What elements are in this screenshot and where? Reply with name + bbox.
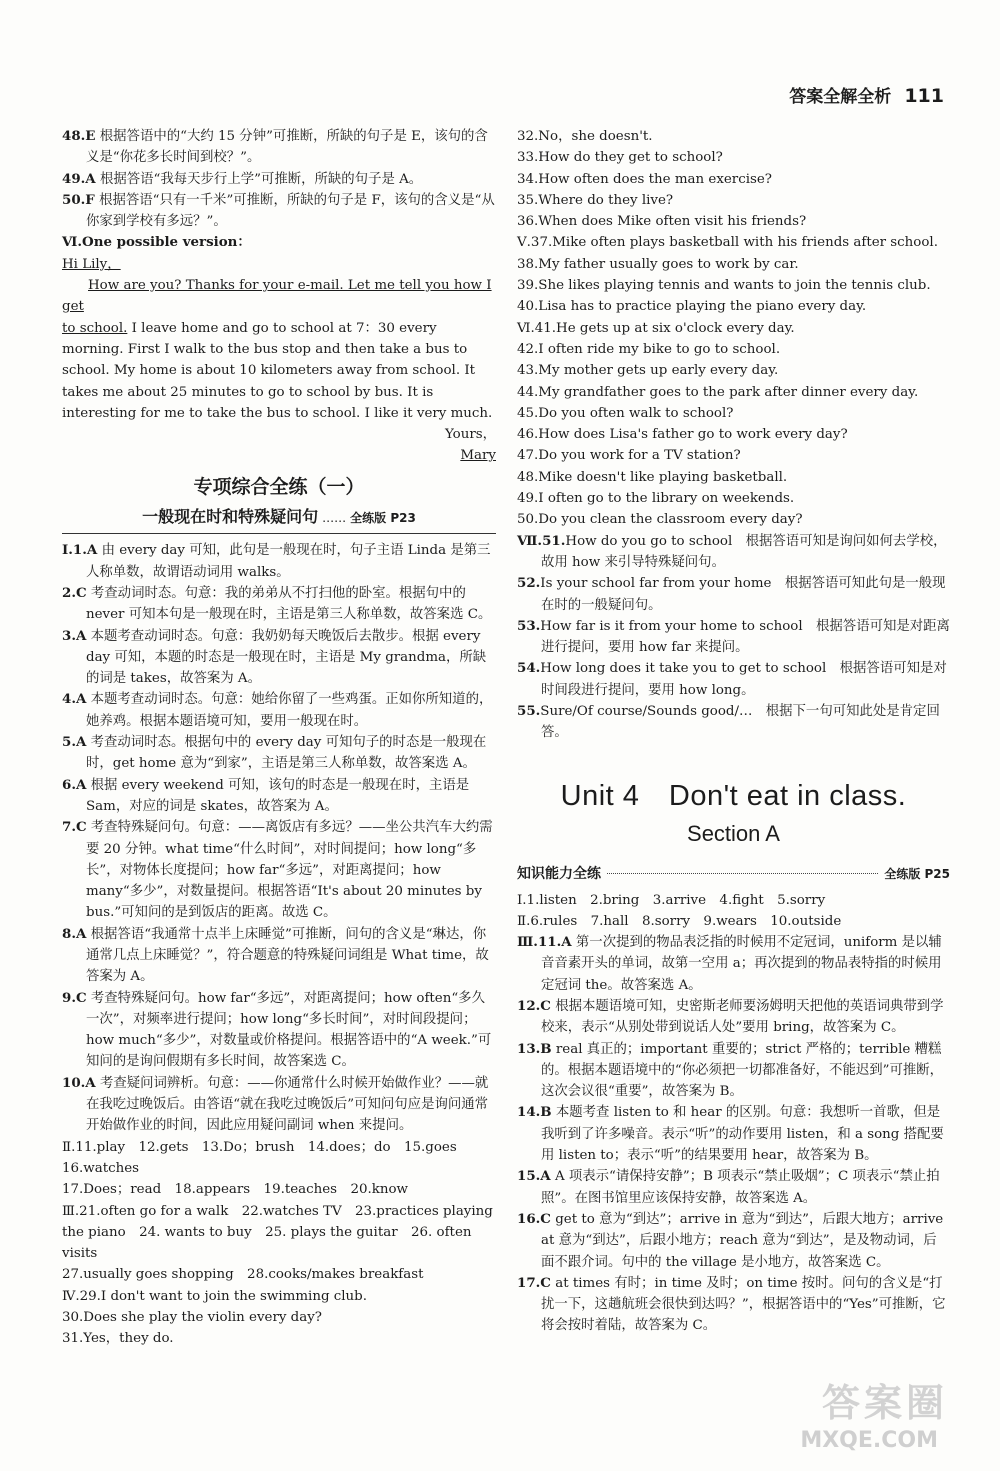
answer-line: 34.How often does the man exercise? (517, 171, 772, 187)
answer-line: 38.My father usually goes to work by car. (517, 256, 799, 272)
answer-item: 53.How far is it from your home to school 根据答语可知是对距离进行提问，要用 how far 来提问。 (517, 617, 950, 656)
essay-signature: Mary (460, 448, 496, 464)
answer-line: 39.She likes playing tennis and wants to join the tennis club. (517, 278, 931, 294)
running-title: 答案全解全析 (789, 87, 892, 107)
answer-item: 54.How long does it take you to get to school 根据答语可知是对时间段进行提问，要用 how long。 (517, 660, 947, 698)
answer-line: 48.Mike doesn't like playing basketball. (517, 469, 788, 485)
watermark-logo: 答案圈 (821, 1381, 948, 1425)
answer-item: 50.F 根据答语“只有一千米”可推断，所缺的句子是 F，该句的含义是“从你家到学校有多远？”。 (62, 191, 495, 230)
page-header (789, 82, 944, 107)
answer-item: 49.A 根据答语“我每天步行上学”可推断，所缺的句子是 A。 (62, 170, 423, 187)
answer-item: Ⅰ.1.A 由 every day 可知，此句是一般现在时，句子主语 Linda 是第三人称单数，故谓语动词用 walks。 (62, 542, 491, 580)
answer-line: 40.Lisa has to practice playing the piano every day. (517, 299, 867, 315)
answer-line: 32.No，she doesn't. (517, 129, 653, 144)
answer-line: 17.Does；read 18.appears 19.teaches 20.know (62, 1182, 408, 1198)
answer-item: 7.C 考查特殊疑问句。句意：——离饭店有多远？——坐公共汽车大约需要 20 分钟。what time“什么时间”，对时间提问；how long“多长”，对物体长度提问；how far“多远”，对距离提问；how many“多少”，对数量提问。根据答语“It's about 20 minutes by bus.”可知问的是到饭店的距离。故选 C。 (62, 819, 493, 921)
answer-item: Ⅶ.51.How do you go to school 根据答语可知是询问如何去学校，故用 how 来引导特殊疑问句。 (517, 532, 947, 570)
answer-item: 15.A A 项表示“请保持安静”；B 项表示“禁止吸烟”；C 项表示“禁止拍照”。在图书馆里应该保持安静，故答案选 A。 (517, 1168, 940, 1206)
answer-item: 17.C at times 有时；in time 及时；on time 按时。问句的含义是“打扰一下，这趟航班会很快到达吗？”，根据答语中的“Yes”可推断，它将会按时着陆，故答案为 C。 (517, 1274, 946, 1334)
answer-item: 10.A 考查疑问词辨析。句意：——你通常什么时候开始做作业？——就在我吃过晚饭后。由答语“就在我吃过晚饭后”可知问句应是询问通常开始做作业的时间，因此应用疑问副词 when 来提问。 (62, 1074, 489, 1134)
watermark (760, 1375, 960, 1455)
essay-greeting: Hi Lily， (62, 256, 121, 272)
answer-item: 12.C 根据本题语境可知，史密斯老师要汤姆明天把他的英语词典带到学校来，表示“从别处带到说话人处”要用 bring，故答案为 C。 (517, 997, 944, 1036)
answer-line: Ⅲ.21.often go for a walk 22.watches TV 23.practices playing the piano 24. wants to buy 25. plays the guitar 26. often visits (62, 1203, 493, 1262)
answer-line: Ⅱ.11.play 12.gets 13.Do；brush 14.does；do 15.goes 16.watches (62, 1139, 471, 1176)
answer-item: 14.B 本题考查 listen to 和 hear 的区别。句意：我想听一首歌，但是我听到了许多噪音。表示“听”的动作要用 listen，和 a song 搭配要用 listen to；表示“听”的结果要用 hear，故答案为 B。 (517, 1104, 944, 1164)
answer-item: 2.C 考查动词时态。句意：我的弟弟从不打扫他的卧室。根据句中的 never 可知本句是一般现在时，主语是第三人称单数，故答案选 C。 (62, 584, 492, 623)
answer-line: 50.Do you clean the classroom every day? (517, 512, 803, 528)
page-number: 111 (904, 85, 944, 107)
answer-line: 46.How does Lisa's father go to work every day? (517, 427, 848, 443)
answer-line: 49.I often go to the library on weekends. (517, 491, 795, 507)
answer-line: 47.Do you work for a TV station? (517, 448, 741, 464)
divider (62, 533, 496, 534)
unit-title: Unit 4 Don't eat in class. (560, 779, 907, 812)
answer-item: 6.A 根据 every weekend 可知，该句的时态是一般现在时，主语是 Sam，对应的词是 skates，故答案为 A。 (62, 776, 470, 814)
essay-label: Ⅵ.One possible version： (62, 234, 251, 251)
answer-item: 8.A 根据答语“我通常十点半上床睡觉”可推断，问句的含义是“琳达，你通常几点上床睡觉？”，符合题意的特殊疑问词组是 What time，故答案为 A。 (62, 925, 489, 985)
essay-line: How are you? Thanks for your e-mail. Let me tell you how I get (62, 278, 492, 315)
section-title: 专项综合全练（一） (193, 475, 365, 498)
answer-line: Ⅱ.6.rules 7.hall 8.sorry 9.wears 10.outside (517, 913, 842, 929)
answer-item: 3.A 本题考查动词时态。句意：我奶奶每天晚饭后去散步。根据 every day 可知，本题的时态是一般现在时，主语是 My grandma，所缺的词是 takes，故答案为 A。 (62, 627, 487, 687)
answer-item: 52.Is your school far from your home 根据答语可知此句是一般现在时的一般疑问句。 (517, 575, 946, 613)
practice-bar: 知识能力全练 全练版 P25 (517, 866, 950, 883)
answer-item: 55.Sure/Of course/Sounds good/… 根据下一句可知此处是肯定回答。 (517, 703, 940, 741)
answer-line: Ⅵ.41.He gets up at six o'clock every day. (517, 320, 795, 336)
answer-item: 9.C 考查特殊疑问句。how far“多远”，对距离提问；how often“多久一次”，对频率进行提问；how long“多长时间”，对时间段提问；how much“多少”，对数量或价格提问。根据答语中的“A week.”可知问的是询问假期有多长时间，故答案选 C。 (62, 989, 492, 1070)
answer-item: 16.C get to 意为“到达”；arrive in 意为“到达”，后跟大地方；arrive at 意为“到达”，后跟小地方；reach 意为“到达”，是及物动词，后面不跟介词。句中的 the village 是小地方，故答案选 C。 (517, 1210, 944, 1270)
answer-line: Ⅰ.1.listen 2.bring 3.arrive 4.fight 5.sorry (517, 892, 826, 908)
answer-item: 5.A 考查动词时态。根据句中的 every day 可知句子的时态是一般现在时，get home 意为“到家”，主语是第三人称单数，故答案选 A。 (62, 734, 487, 772)
answer-line: 35.Where do they live? (517, 192, 674, 208)
answer-line: 44.My grandfather goes to the park after dinner every day. (517, 384, 919, 400)
answer-item: 13.B real 真正的；important 重要的；strict 严格的；terrible 糟糕的。根据本题语境中的“你必须把一切都准备好，不能迟到”可推断，这次会议很“重要”，故答案为 B。 (517, 1040, 944, 1100)
answer-item: Ⅲ.11.A 第一次提到的物品表泛指的时候用不定冠词，uniform 是以辅音音素开头的单词，故第一空用 a；再次提到的物品表特指的时候用定冠词 the。故答案选 A。 (517, 934, 942, 993)
answer-line: 36.When does Mike often visit his friends? (517, 214, 807, 230)
left-column (62, 126, 496, 1350)
answer-line: 45.Do you often walk to school? (517, 405, 734, 421)
section-subtitle: 一般现在时和特殊疑问句 …… 全练版 P23 (142, 507, 416, 527)
essay-body: to school. I leave home and go to school at 7：30 every morning. First I walk to the bus stop and then take a bus to school. My home is about 10 kilometers away from school. It takes me about 25 minutes to go to school by bus. It is interesting for me to take the bus to school. I like it very much. (62, 320, 493, 421)
answer-line: 42.I often ride my bike to go to school. (517, 341, 781, 357)
dotted-leader (607, 873, 878, 874)
answer-line: 33.How do they get to school? (517, 150, 723, 166)
answer-line: 27.usually goes shopping 28.cooks/makes breakfast (62, 1267, 424, 1283)
answer-item: 4.A 本题考查动词时态。句意：她给你留了一些鸡蛋。正如你所知道的，她养鸡。根据本题语境可知，要用一般现在时。 (62, 691, 493, 729)
section-heading: Section A (687, 820, 780, 846)
answer-line: Ⅴ.37.Mike often plays basketball with his friends after school. (517, 235, 938, 251)
right-column (517, 126, 950, 1337)
answer-line: 31.Yes，they do. (62, 1331, 174, 1347)
watermark-url: MXQE.COM (800, 1428, 938, 1453)
essay-closing: Yours， (444, 427, 496, 443)
answer-item: 48.E 根据答语中的“大约 15 分钟”可推断，所缺的句子是 E，该句的含义是“你花多长时间到校？”。 (62, 128, 488, 166)
answer-line: 43.My mother gets up early every day. (517, 363, 779, 379)
answer-line: Ⅳ.29.I don't want to join the swimming club. (62, 1288, 368, 1304)
answer-line: 30.Does she play the violin every day? (62, 1310, 322, 1326)
